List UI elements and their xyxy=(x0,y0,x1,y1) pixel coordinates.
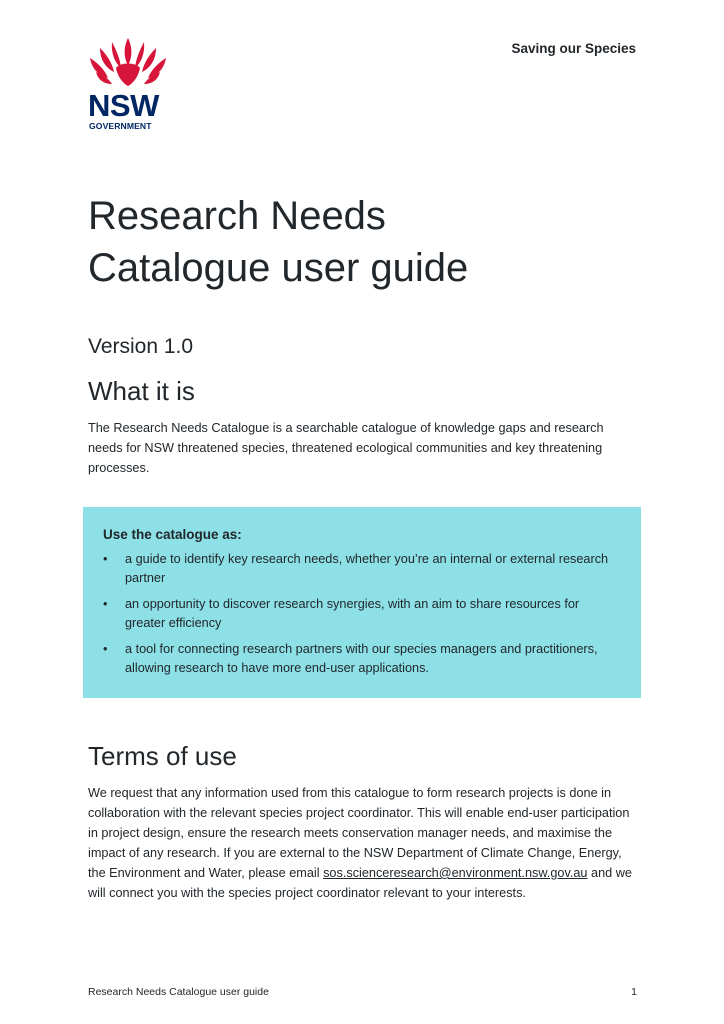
bullet-icon: • xyxy=(103,552,108,566)
contact-email-link[interactable]: sos.scienceresearch@environment.nsw.gov.au xyxy=(323,866,588,880)
usage-list xyxy=(103,550,621,678)
list-item-text: a guide to identify key research needs, whether you’re an internal or external research partner xyxy=(125,552,609,585)
waratah-icon xyxy=(86,38,172,90)
usage-callout-box xyxy=(83,507,641,698)
list-item xyxy=(103,550,615,588)
terms-of-use-heading: Terms of use xyxy=(88,741,237,771)
version-label: Version 1.0 xyxy=(88,335,194,358)
page-title xyxy=(88,190,648,294)
list-item xyxy=(103,595,615,633)
logo-subtext: GOVERNMENT xyxy=(89,121,152,131)
terms-of-use-paragraph xyxy=(88,783,638,903)
list-item xyxy=(103,640,615,678)
terms-text-after: and we will connect you with the species project coordinator relevant to your interests. xyxy=(88,866,632,900)
logo-wordmark: NSW xyxy=(88,88,159,123)
what-it-is-heading: What it is xyxy=(88,376,195,406)
bullet-icon: • xyxy=(103,597,108,611)
title-line-2: Catalogue user guide xyxy=(88,246,469,290)
terms-text-before: We request that any information used from this catalogue to form research projects is done in collaboration with the relevant species project coordinator. This will enable end-user participation in project design, ensure the research meets conservation manager needs, and maximise the impact of any research. If you are external to the NSW Department of Climate Change, Energy, the Environment and Water, please email xyxy=(88,786,630,880)
what-it-is-paragraph: The Research Needs Catalogue is a searchable catalogue of knowledge gaps and research needs for NSW threatened species, threatened ecological communities and key threatening processes. xyxy=(88,421,604,475)
list-item-text: an opportunity to discover research synergies, with an aim to share resources for greater efficiency xyxy=(125,597,580,630)
callout-title: Use the catalogue as: xyxy=(103,527,242,542)
bullet-icon: • xyxy=(103,642,108,656)
section-label: Saving our Species xyxy=(511,41,636,56)
title-line-1: Research Needs xyxy=(88,194,386,238)
nsw-government-logo xyxy=(86,38,172,132)
footer-document-name: Research Needs Catalogue user guide xyxy=(88,986,269,998)
list-item-text: a tool for connecting research partners with our species managers and practitioners, allowing research to have more end-user applications. xyxy=(125,642,598,675)
page-number: 1 xyxy=(631,986,637,998)
